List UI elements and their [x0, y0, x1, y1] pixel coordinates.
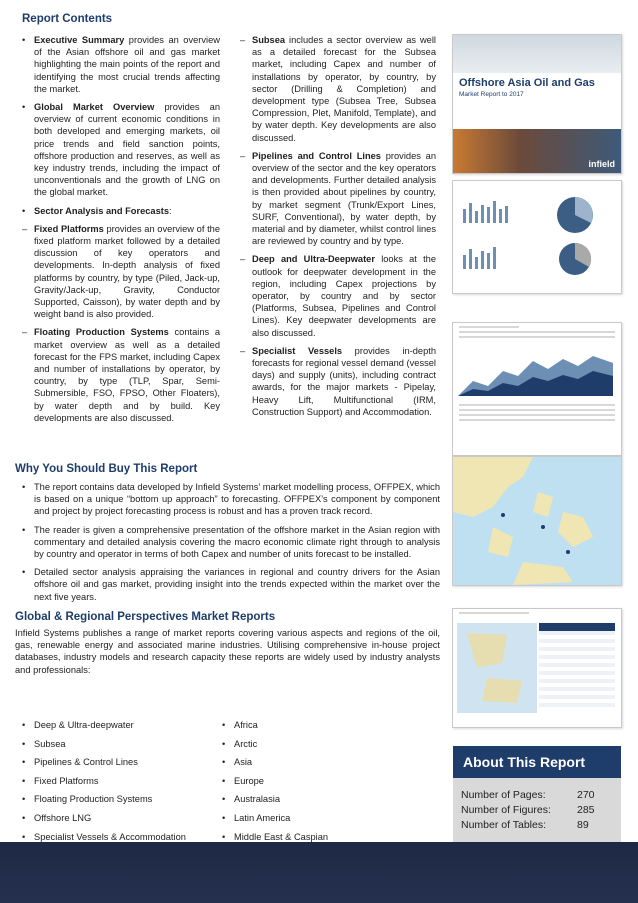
contents-item-text: provides an overview of the sector and the key operators and developments. Further detailed analysis is then provided about pipelines by country, by market segment (Trunk/Export Lines, SURF, Conventional), by water depth, by material and by diameter, whilst control lines are reviewed by country and by type.	[252, 150, 436, 247]
report-region-item: • Australasia	[222, 793, 422, 806]
about-row-label: Number of Tables:	[461, 819, 547, 831]
report-region-item: • Africa	[222, 719, 422, 732]
contents-item-title: Floating Production Systems	[34, 327, 169, 338]
report-cover-thumbnail	[452, 34, 622, 174]
report-region-item: • Arctic	[222, 738, 422, 751]
contents-item-text: includes a sector overview as well as a detailed forecast for the Subsea market, including Capex and number of installations by operator, by country, by sector (Drilling & Completion) and development type (Subsea Tree, Subsea Compression, Plet, Manifold, Template), and by water depth. Key developments are also discussed.	[252, 35, 436, 143]
report-region-item: • Latin America	[222, 812, 422, 825]
report-topic-item: • Floating Production Systems	[22, 793, 222, 806]
report-page-thumbnail-table	[452, 608, 622, 728]
map-table-illustration	[457, 623, 547, 713]
cover-title: Offshore Asia Oil and Gas	[459, 77, 595, 89]
contents-left-column	[22, 34, 220, 430]
report-topic-item: • Specialist Vessels & Accommodation	[22, 831, 222, 844]
contents-item	[22, 101, 220, 199]
contents-item-text: provides an overview of the fixed platform market followed by a detailed discussion of key operators and developments. In-depth analysis of fixed platforms by country, by type (Piled, Jack-up, Gravity/Jack-up, Gravity, Conductor Supported, Caisson), by water depth and by weight band is also provided.	[34, 223, 220, 320]
contents-item-title: Subsea	[252, 35, 286, 45]
report-page-thumbnail-area-chart	[452, 322, 622, 456]
contents-item-title: Specialist Vessels	[252, 345, 343, 356]
report-topic-item: • Pipelines & Control Lines	[22, 756, 222, 769]
contents-item-title: Fixed Platforms	[34, 223, 104, 234]
why-buy-item: • The report contains data developed by Infield Systems’ market modelling process, OFFPEX, which is based on a unique “bottom up approach” to forecasting. OFFPEX’s component by component and project by project forecasting process is robust and has a proven track record.	[22, 481, 440, 518]
contents-item-title: Deep and Ultra-Deepwater	[252, 254, 375, 265]
contents-item	[240, 253, 436, 338]
cover-subtitle: Market Report to 2017	[459, 91, 524, 98]
contents-item-title: Sector Analysis and Forecasts	[34, 205, 170, 216]
why-buy-heading: Why You Should Buy This Report	[15, 463, 198, 475]
contents-right-column	[240, 34, 436, 424]
report-region-item: • Middle East & Caspian	[222, 831, 422, 844]
contents-item-title: Global Market Overview	[34, 102, 155, 113]
contents-item	[240, 34, 436, 144]
contents-item-text: provides an overview of current economic conditions in both developed and emerging markets, oil price trends and field sanction points, offshore production and reserves, as well as key industry trends, including the impact of unconventionals and the growth of LNG on the global market.	[34, 102, 220, 198]
contents-item	[22, 326, 220, 424]
contents-item-title: Executive Summary	[34, 35, 125, 45]
report-page-thumbnail-map	[452, 456, 622, 586]
contents-item-text: provides an overview of the Asian offshore oil and gas market highlighting the main points of the report and identifying the most crucial trends affecting the market.	[34, 35, 220, 94]
contents-item-text: looks at the outlook for deepwater development in the region, including Capex projections by operator, by country and by sector (Platforms, Subsea, Pipelines and Control Lines). Key deepwater developments are also discussed.	[252, 254, 436, 338]
report-page-thumbnail-pies	[452, 180, 622, 294]
report-contents-heading: Report Contents	[22, 13, 113, 25]
about-row-value: 270	[577, 789, 595, 801]
cover-brand-logo: infield	[588, 159, 615, 169]
why-buy-item: • Detailed sector analysis appraising the variances in regional and country drivers for the Asian offshore oil and gas market, providing insight into the trends expected within the market over the next five years.	[22, 566, 440, 603]
contents-item	[22, 34, 220, 95]
about-row-value: 285	[577, 804, 595, 816]
about-row-label: Number of Pages:	[461, 789, 546, 801]
report-topic-item: • Deep & Ultra-deepwater	[22, 719, 222, 732]
about-report-row	[461, 803, 613, 818]
footer-band	[0, 842, 638, 903]
pie-chart-page-illustration	[453, 181, 621, 293]
about-report-box	[453, 746, 621, 843]
report-topic-item: • Offshore LNG	[22, 812, 222, 825]
contents-item-text: provides in-depth forecasts for regional vessel demand (vessel days) and supply (units), including contract awards, for the major markets - Pipelay, Heavy Lift, Multifunctional (IRM, Construction Support) and Accommodation.	[252, 345, 436, 417]
asia-map-illustration	[453, 457, 621, 585]
why-buy-item: • The reader is given a comprehensive presentation of the offshore market in the Asian region with commentary and detailed analysis covering the macro economic climate right through to analysis by country and operator in terms of both Capex and number of units forecast to be installed.	[22, 524, 440, 561]
report-region-item: • Asia	[222, 756, 422, 769]
global-reports-heading: Global & Regional Perspectives Market Reports	[15, 611, 276, 623]
contents-item	[22, 205, 220, 217]
report-topic-item: • Subsea	[22, 738, 222, 751]
report-region-item: • Europe	[222, 775, 422, 788]
contents-item-text: contains a market overview as well as a detailed forecast for the FPS market, including Capex and number of installations by operator, by country, by type (TLP, Spar, Semi-Submersible, FSO, FPSO, Other Floaters), by water depth and by build. Key developments are also discussed.	[34, 327, 220, 423]
contents-item-text: :	[169, 205, 172, 216]
area-chart-page-illustration	[453, 341, 621, 401]
report-topic-item: • Fixed Platforms	[22, 775, 222, 788]
contents-item	[240, 150, 436, 248]
contents-item-title: Pipelines and Control Lines	[252, 150, 381, 161]
global-reports-intro: Infield Systems publishes a range of market reports covering various aspects and regions of the oil, gas, renewable energy and associated marine industries. Utilising comprehensive in-house project databases, industry models and research capacity these reports are widely used by industry analysts and professionals:	[15, 628, 440, 675]
about-row-label: Number of Figures:	[461, 804, 551, 816]
about-report-heading: About This Report	[453, 746, 621, 778]
about-report-details	[453, 778, 621, 843]
contents-item	[22, 223, 220, 321]
about-report-row	[461, 788, 613, 803]
about-row-value: 89	[577, 819, 589, 831]
why-buy-list	[22, 481, 440, 609]
contents-item	[240, 345, 436, 418]
about-report-row	[461, 818, 613, 833]
